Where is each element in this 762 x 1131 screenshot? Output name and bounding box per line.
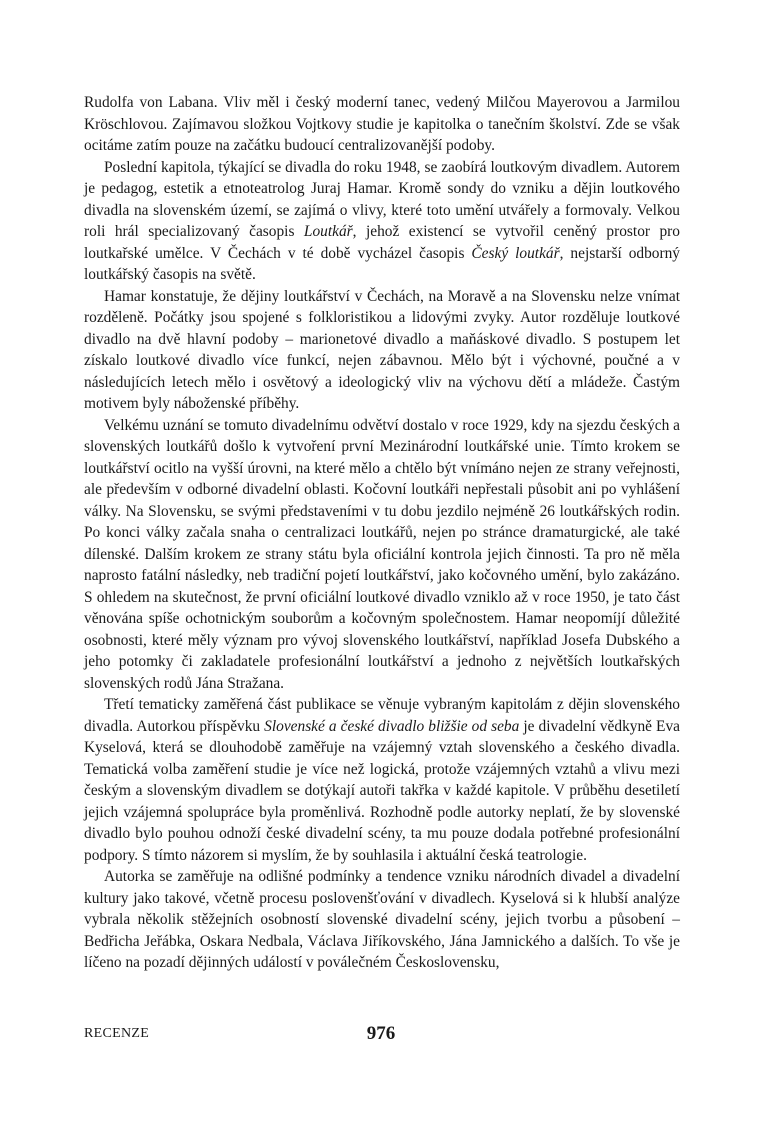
text-run: je divadelní vědkyně Eva Kyselová, která se dlouhodobě zaměřuje na vzájemný vztah slovenského a českého divadla. Tematická volba zaměření studie je více než logická, protože vzájemných vztahů a vlivu mezi českým a slovenským divadlem se dotýkají autoři takřka v každé kapitole. V průběhu desetiletí jejich vzájemná spolupráce byla proměnlivá. Rozhodně podle autorky neplatí, že by slovenské divadlo bylo pouhou odnoží české divadelní scény, ta mu pouze dodala potřebné profesionální podpory. S tímto názorem si myslím, že by souhlasila i aktuální česká teatrologie. [84, 717, 680, 864]
body-paragraph [84, 157, 680, 286]
text-run: Velkému uznání se tomuto divadelnímu odvětví dostalo v roce 1929, kdy na sjezdu českých a slovenských loutkářů došlo k vytvoření první Mezinárodní loutkářské unie. Tímto krokem se loutkářství ocitlo na vyšší úrovni, na které mělo a chtělo být vnímáno nejen ze strany veřejnosti, ale především v odborné divadelní oblasti. Kočovní loutkáři nepřestali působit ani po vyhlášení války. Na Slovensku, se svými představeními v tu dobu jezdilo nejméně 26 loutkářských rodin. Po konci války začala snaha o centralizaci loutkářů, nejen po stránce dramaturgické, ale také dílenské. Dalším krokem ze strany státu byla oficiální kontrola jejich činnosti. Ta pro ně měla naprosto fatální následky, neb tradiční pojetí loutkářství, jako kočovného umění, bylo zakázáno. S ohledem na skutečnost, že první oficiální loutkové divadlo vzniklo až v roce 1950, je tato část věnována spíše ochotnickým souborům a kočovným společnostem. Hamar neopomíjí důležité osobnosti, které měly význam pro vývoj slovenského loutkářství, například Josefa Dubského a jeho potomky či zakladatele profesionální loutkářství a jednoho z největších loutkařských slovenských rodů Jána Stražana. [84, 416, 680, 692]
text-run: Rudolfa von Labana. Vliv měl i český moderní tanec, vedený Milčou Mayerovou a Jarmilou Kröschlovou. Zajímavou složkou Vojtkovy studie je kapitolka o tanečním školství. Zde se však ocitáme zatím pouze na začátku budoucí centralizovanější podoby. [84, 94, 680, 154]
italic-title: Český loutkář [471, 244, 560, 262]
page-number: 976 [366, 1023, 396, 1044]
text-run: Třetí tematicky zaměřená část publikace se věnuje vybraným kapitolám z dějin slovenského divadla. Autorkou příspěvku [84, 696, 680, 735]
italic-title: Loutkář [303, 223, 353, 240]
body-paragraph [84, 694, 680, 866]
body-paragraph [84, 866, 680, 974]
italic-title: Slovenské a české divadlo bližšie od seba [264, 717, 520, 735]
text-run: , nejstarší odborný loutkářský časopis na světě. [84, 244, 680, 283]
body-paragraph [84, 286, 680, 415]
text-run: Poslední kapitola, týkající se divadla do roku 1948, se zaobírá loutkovým divadlem. Autorem je pedagog, estetik a etnoteatrolog Juraj Hamar. Kromě sondy do vzniku a dějin loutkového divadla na slovenském území, se zajímá o vlivy, které toto umění utvářely a formovaly. Velkou roli hrál specializovaný časopis [84, 158, 680, 240]
text-run: , jehož existencí se vytvořil ceněný prostor pro loutkařské umělce. V Čechách v té době vycházel časopis [84, 223, 680, 262]
page-body [84, 92, 680, 974]
body-paragraph [84, 415, 680, 695]
running-footer-section: RECENZE [84, 1026, 150, 1041]
body-paragraph [84, 92, 680, 157]
text-run: Hamar konstatuje, že dějiny loutkářství v Čechách, na Moravě a na Slovensku nelze vnímat rozděleně. Počátky jsou spojené s folkloristikou a lidovými zvyky. Autor rozděluje loutkové divadlo na dvě hlavní podoby – marionetové divadlo a maňáskové divadlo. S postupem let získalo loutkové divadlo více funkcí, nejen zábavnou. Mělo být i výchovné, poučné a v následujících letech mělo i osvětový a ideologický vliv na výchovu dětí a mládeže. Častým motivem byly náboženské příběhy. [84, 287, 680, 412]
text-run: Autorka se zaměřuje na odlišné podmínky a tendence vzniku národních divadel a divadelní kultury jako takové, včetně procesu poslovenšťování v divadlech. Kyselová si k hlubší analýze vybrala několik stěžejních osobností slovenské divadelní scény, jejich tvorbu a působení – Bedřicha Jeřábka, Oskara Nedbala, Václava Jiříkovského, Jána Jamnického a dalších. To vše je líčeno na pozadí dějinných událostí v poválečném Československu, [84, 868, 680, 971]
